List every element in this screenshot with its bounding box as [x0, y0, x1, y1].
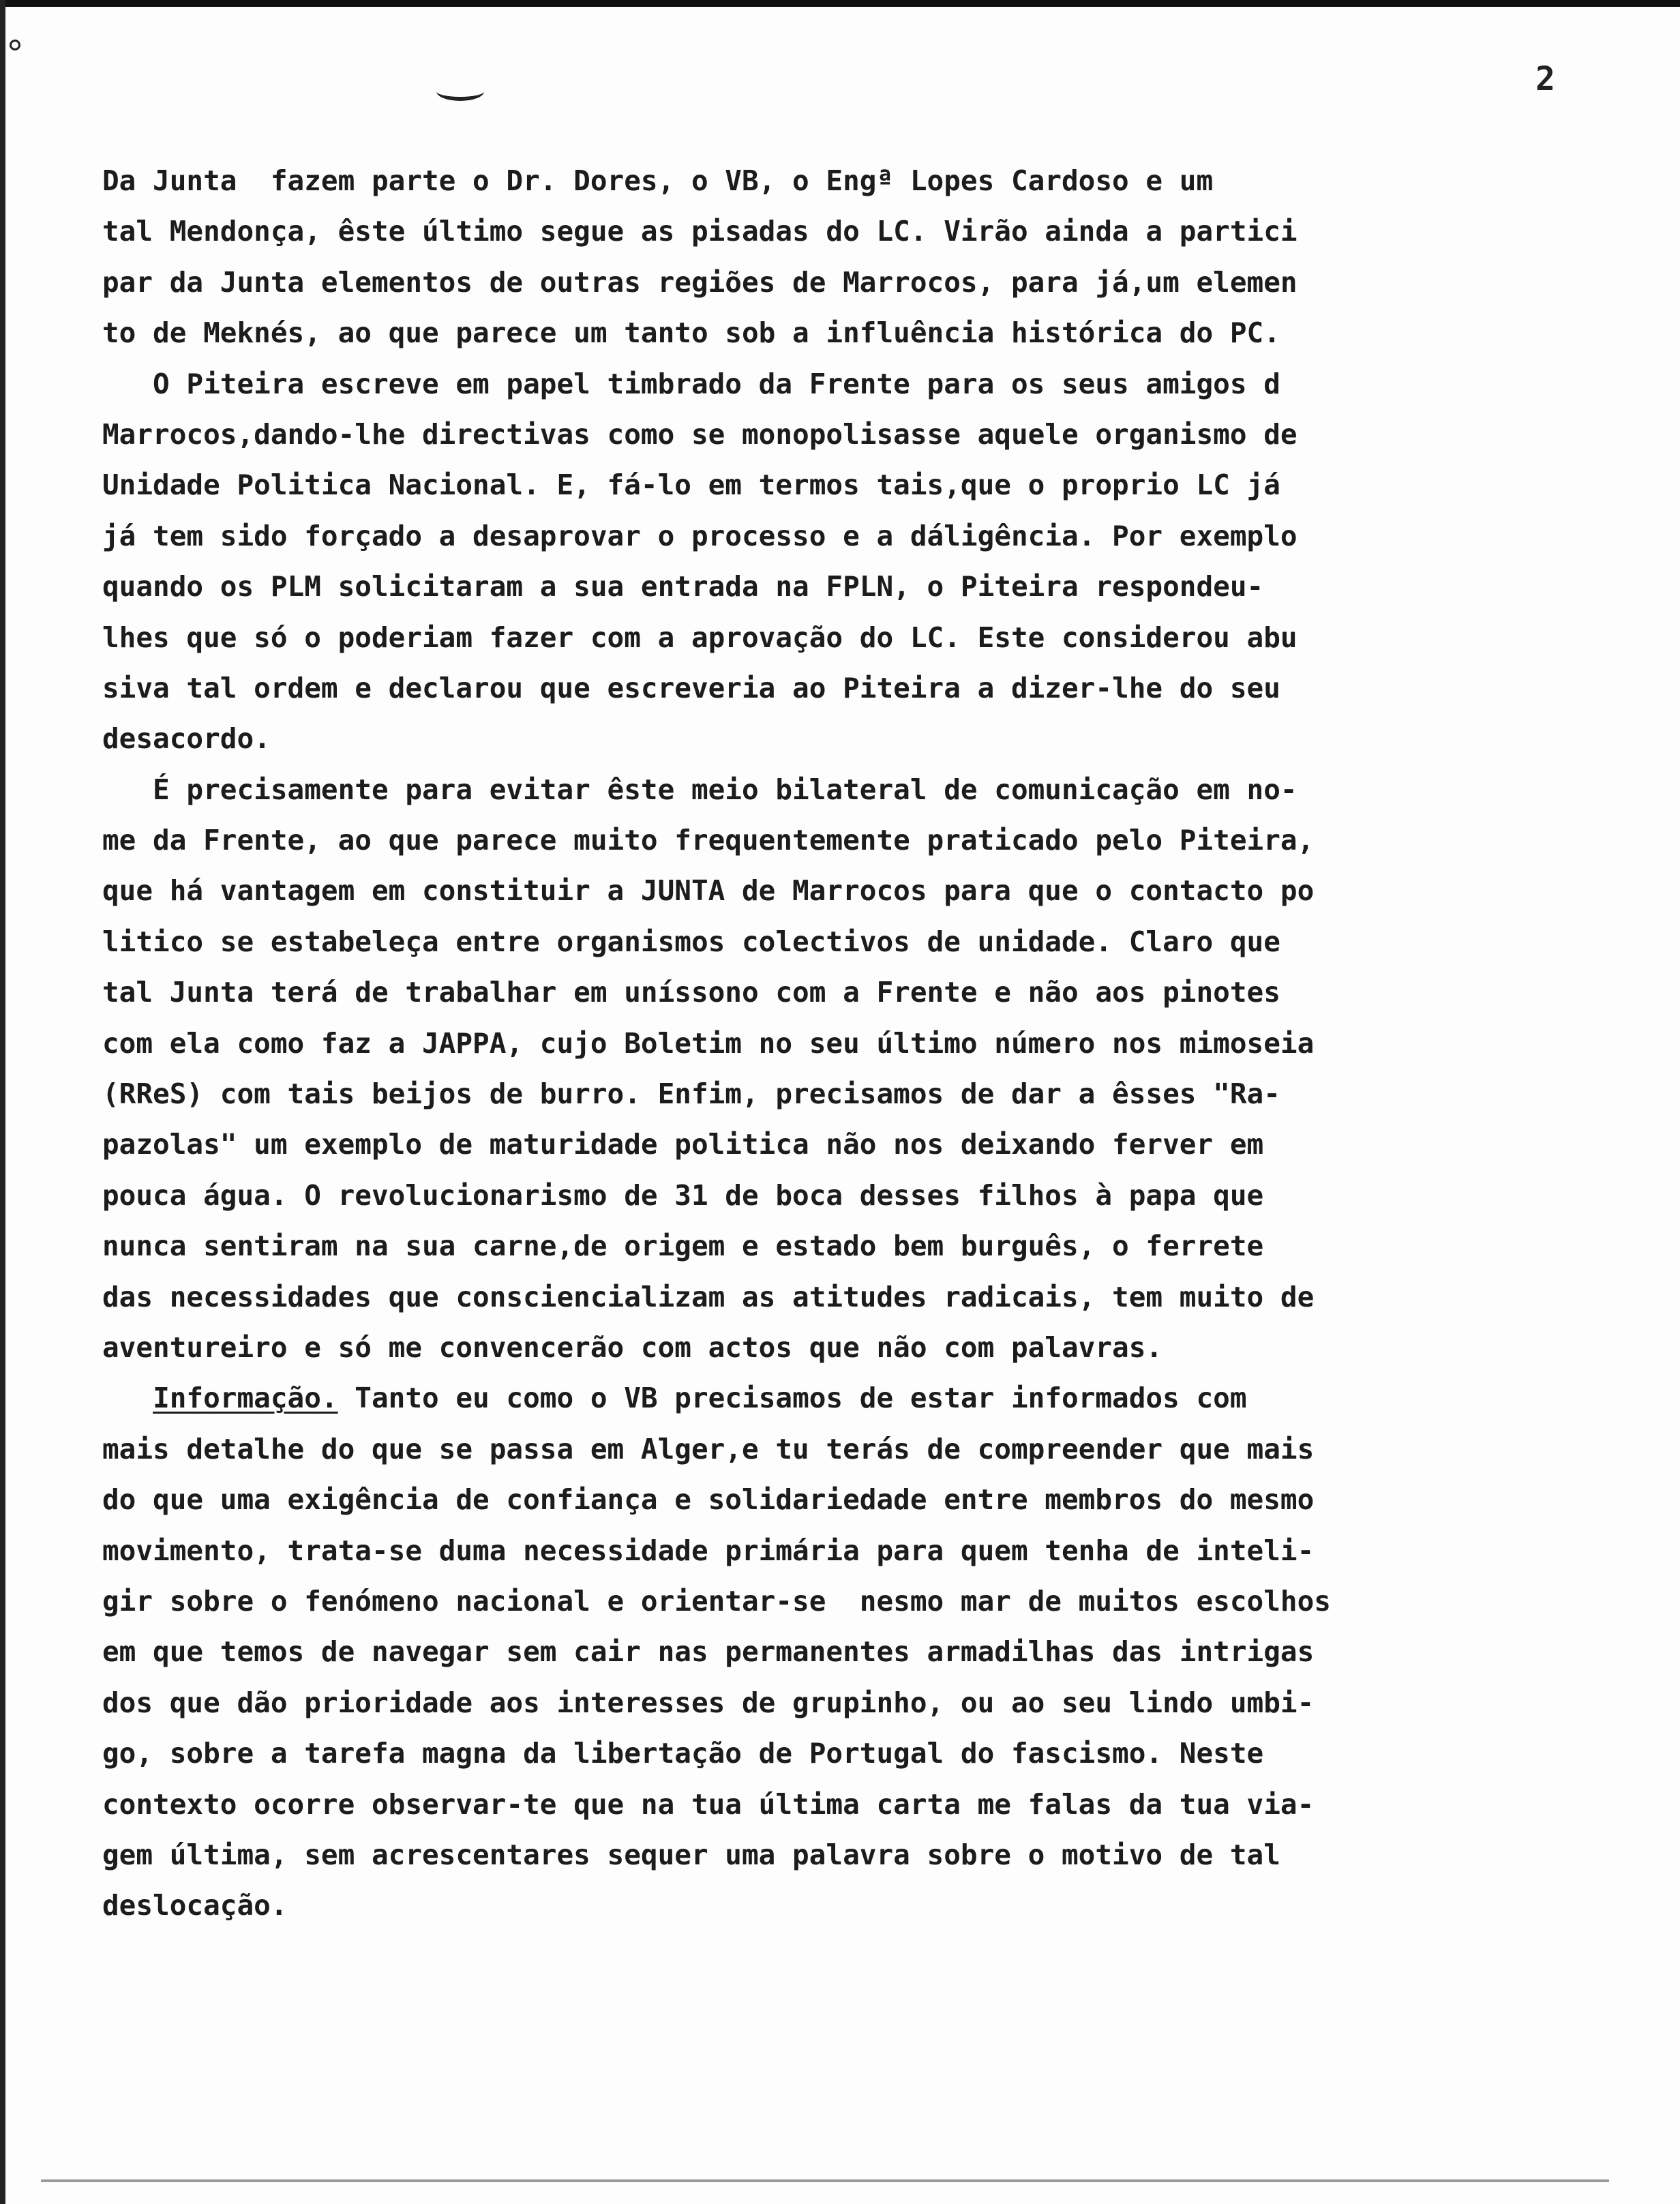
text-line-with-heading [102, 1373, 1595, 1423]
text-line: tal Junta terá de trabalhar em uníssono com a Frente e não aos pinotes [102, 976, 1280, 1009]
punch-hole-mark [10, 40, 20, 50]
text-line: quando os PLM solicitaram a sua entrada na FPLN, o Piteira respondeu- [102, 570, 1264, 604]
text-line: siva tal ordem e declarou que escreveria ao Piteira a dizer-lhe do seu [102, 671, 1280, 704]
text-line: em que temos de navegar sem cair nas permanentes armadilhas das intrigas [102, 1635, 1315, 1669]
scan-bottom-edge [41, 2179, 1609, 2182]
text-line: com ela como faz a JAPPA, cujo Boletim no seu último número nos mimoseia [102, 1026, 1315, 1060]
text-line: litico se estabeleça entre organismos colectivos de unidade. Claro que [102, 925, 1280, 958]
text-line: nunca sentiram na sua carne,de origem e estado bem burguês, o ferrete [102, 1230, 1264, 1263]
text-line: contexto ocorre observar-te que na tua última carta me falas da tua via- [102, 1787, 1315, 1821]
text-line: movimento, trata-se duma necessidade primária para quem tenha de inteli- [102, 1534, 1315, 1567]
text-line: É precisamente para evitar êste meio bilateral de comunicação em no- [102, 773, 1298, 806]
text-line: que há vantagem em constituir a JUNTA de Marrocos para que o contacto po [102, 874, 1315, 908]
text-line: aventureiro e só me convencerão com actos que não com palavras. [102, 1330, 1163, 1364]
pen-tick-mark [436, 82, 484, 101]
letter-body [102, 155, 1595, 1931]
text-line: lhes que só o poderiam fazer com a aprovação do LC. Este considerou abu [102, 621, 1298, 654]
text-line: pazolas" um exemplo de maturidade politica não nos deixando ferver em [102, 1128, 1264, 1161]
text-line: tal Mendonça, êste último segue as pisadas do LC. Virão ainda a partici [102, 215, 1298, 248]
text-line: to de Meknés, ao que parece um tanto sob a influência histórica do PC. [102, 316, 1280, 350]
text-line: Da Junta fazem parte o Dr. Dores, o VB, o Engª Lopes Cardoso e um [102, 164, 1214, 197]
page-number: 2 [1535, 60, 1555, 98]
text-line: Marrocos,dando-lhe directivas como se monopolisasse aquele organismo de [102, 417, 1298, 451]
text-line: Unidade Politica Nacional. E, fá-lo em termos tais,que o proprio LC já [102, 468, 1280, 502]
heading-line-rest: Tanto eu como o VB precisamos de estar informados com [338, 1382, 1247, 1415]
text-line: par da Junta elementos de outras regiões de Marrocos, para já,um elemen [102, 265, 1298, 299]
section-heading: Informação. [153, 1382, 338, 1415]
scan-left-edge [0, 0, 5, 2204]
text-line: O Piteira escreve em papel timbrado da Frente para os seus amigos d [102, 367, 1280, 400]
scan-top-edge [0, 0, 1680, 7]
text-line: do que uma exigência de confiança e solidariedade entre membros do mesmo [102, 1483, 1315, 1517]
text-line: desacordo. [102, 722, 271, 756]
text-line: (RReS) com tais beijos de burro. Enfim, precisamos de dar a êsses "Ra- [102, 1077, 1280, 1111]
text-line: gir sobre o fenómeno nacional e orientar-se nesmo mar de muitos escolhos [102, 1584, 1331, 1618]
text-line: me da Frente, ao que parece muito frequentemente praticado pelo Piteira, [102, 824, 1315, 857]
text-line: mais detalhe do que se passa em Alger,e tu terás de compreender que mais [102, 1432, 1315, 1465]
text-line: gem última, sem acrescentares sequer uma palavra sobre o motivo de tal [102, 1838, 1280, 1871]
text-line: go, sobre a tarefa magna da libertação de Portugal do fascismo. Neste [102, 1737, 1264, 1770]
text-line: já tem sido forçado a desaprovar o processo e a dáligência. Por exemplo [102, 519, 1298, 552]
text-line: dos que dão prioridade aos interesses de grupinho, ou ao seu lindo umbi- [102, 1686, 1315, 1719]
text-line: das necessidades que consciencializam as atitudes radicais, tem muito de [102, 1280, 1315, 1313]
text-line: deslocação. [102, 1889, 288, 1922]
text-line: pouca água. O revolucionarismo de 31 de boca desses filhos à papa que [102, 1178, 1264, 1212]
